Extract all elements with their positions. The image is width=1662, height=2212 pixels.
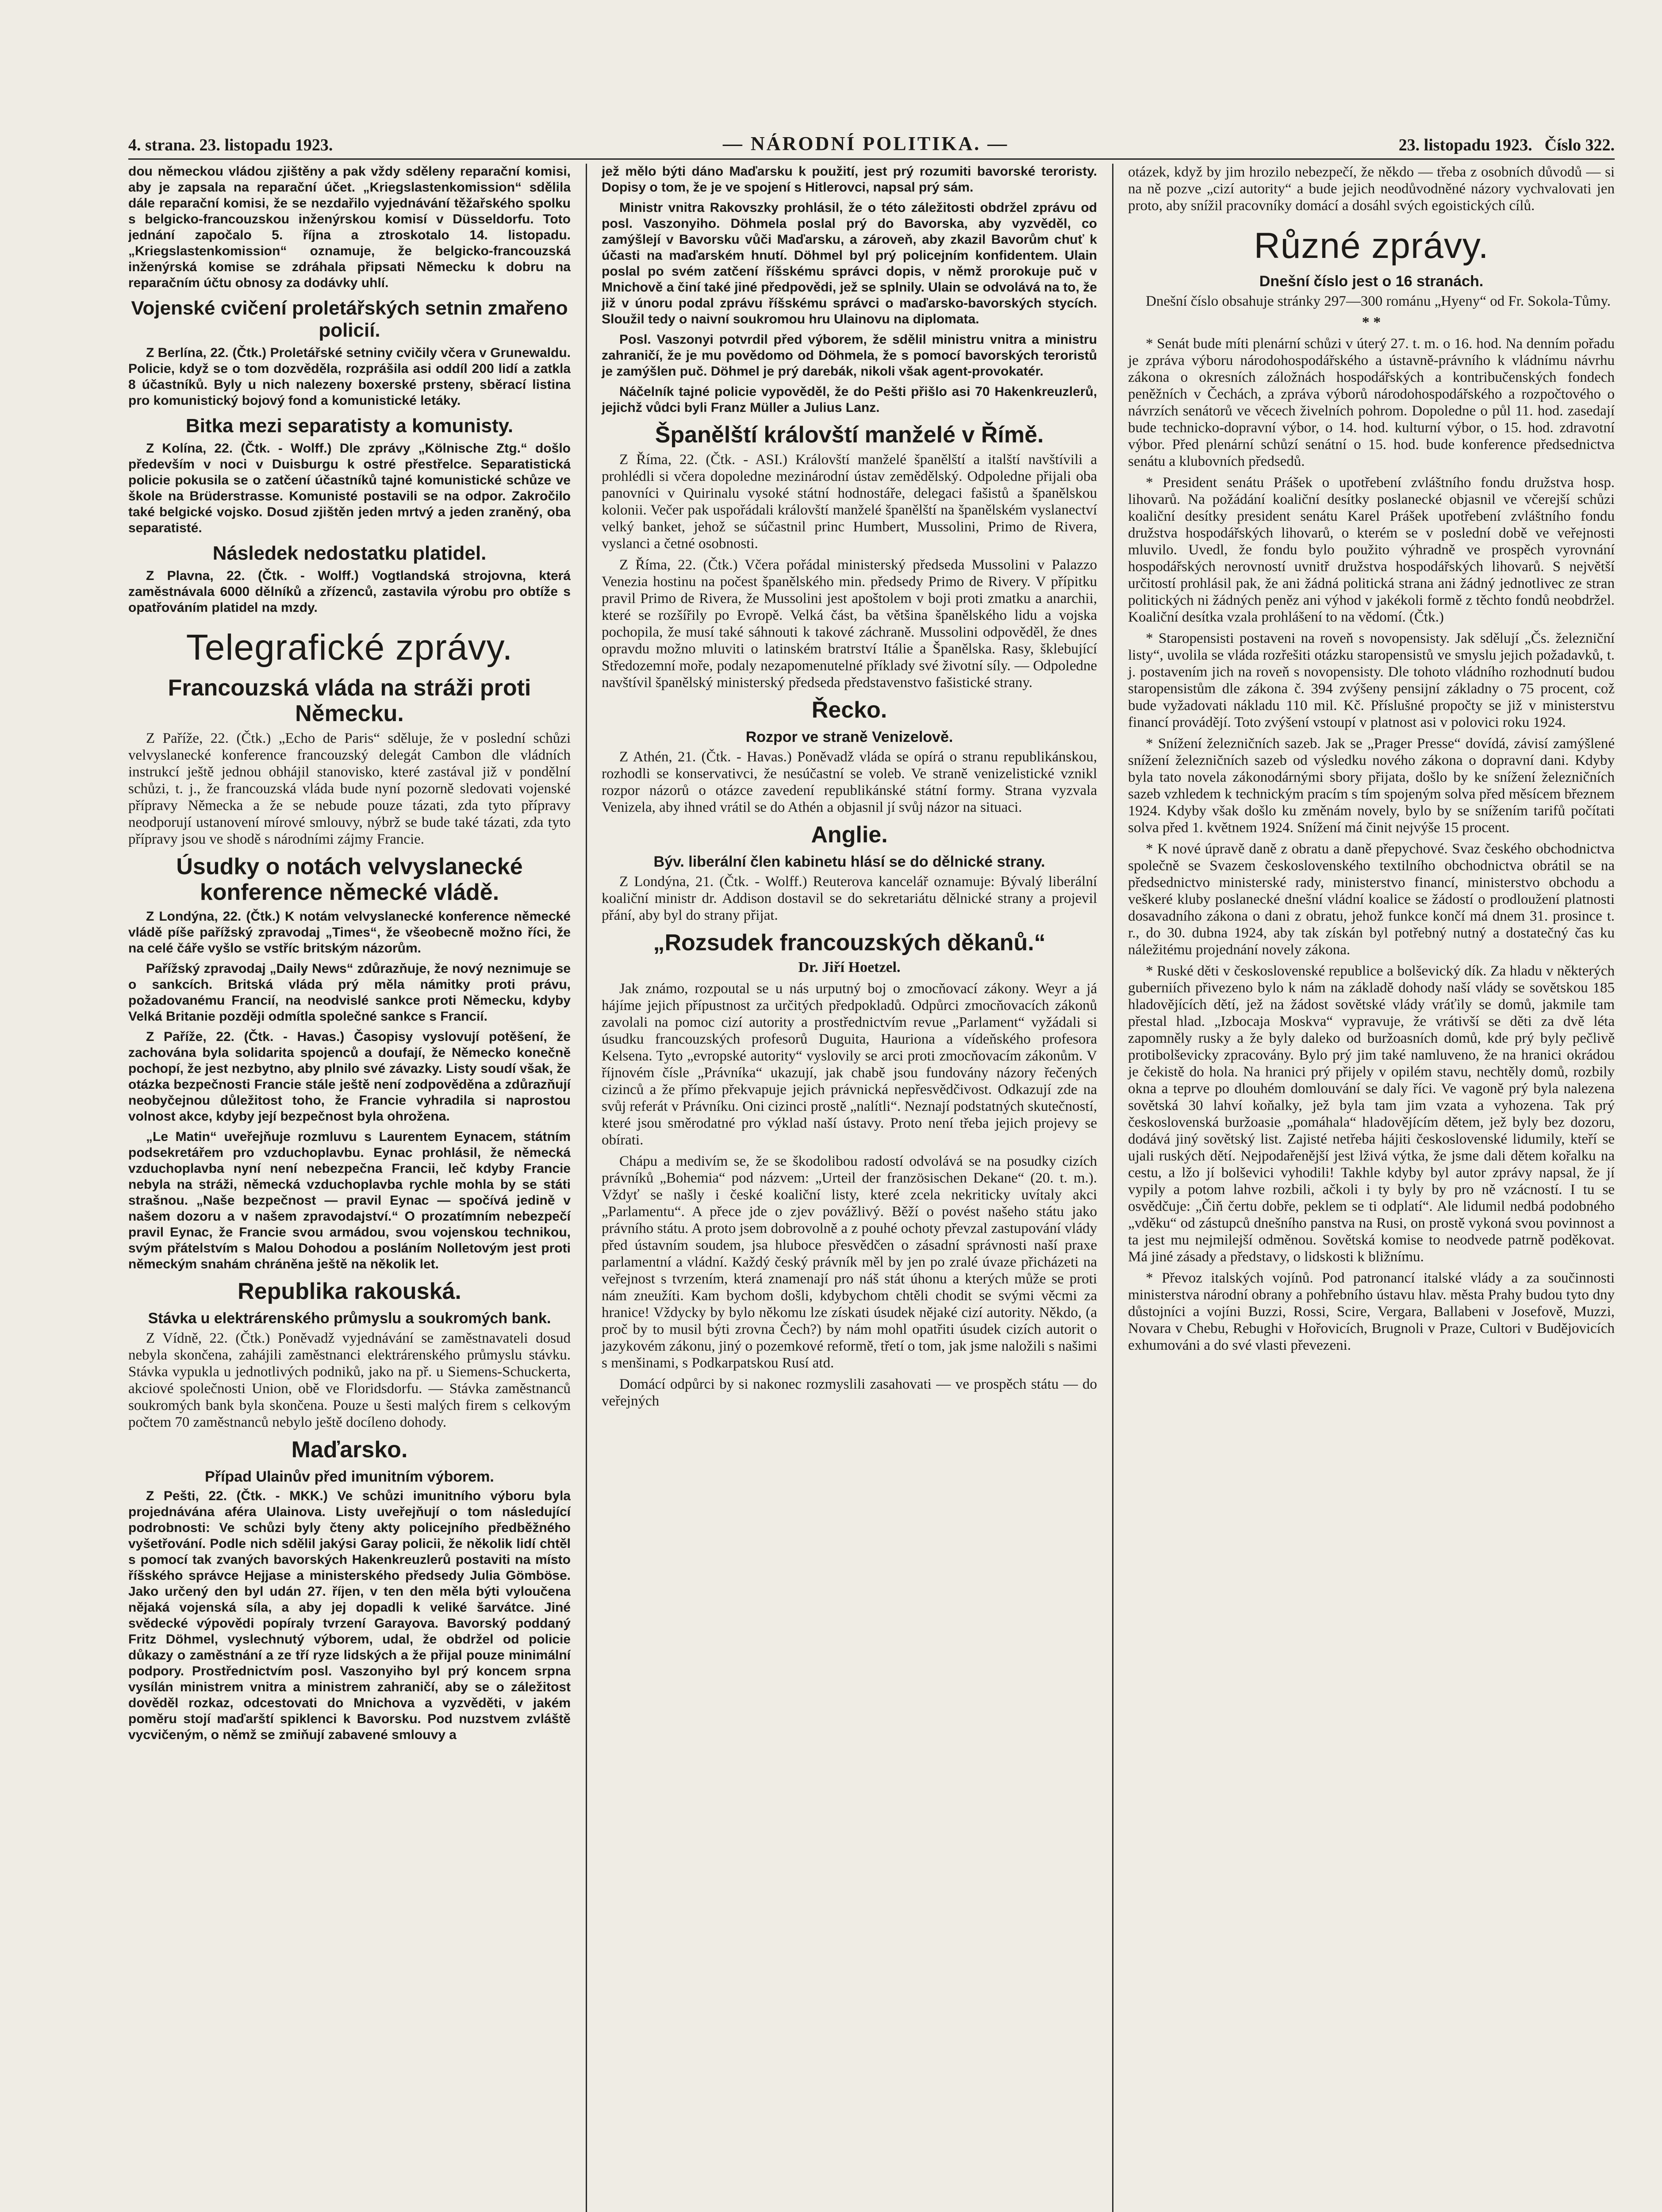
headline: „Rozsudek francouzských děkanů.“ [653,930,1046,956]
subheadline: Stávka u elektrárenského průmyslu a soukromých bank. [148,1310,551,1327]
separator-stars: * * [1362,314,1381,330]
article-text: * Převoz italských vojínů. Pod patronancí italské vlády a za součinnosti ministerstva národní obrany a pohřebního ústavu hlav. města Prahy budou tyto dny důstojníci a vojíni Buzzi, Rossi, Scire, Vergara, Ballabeni v Josefově, Muzzi, Novara v Chebu, Rebughi v Hořovicích, Brugnoli v Praze, Cultori v Budějovicích exhumováni a do své vlasti převezeni. [1128,1270,1615,1353]
article-text: Z Vídně, 22. (Čtk.) Poněvadž vyjednávání se zaměstnavateli dosud nebyla skončena, zahájili zaměstnanci elektrárenského průmyslu stávku. Stávka vypukla u jednotlivých podniků, jako na př. u Siemens-Schuckerta, akciové společnosti Union, obě ve Floridsdorfu. — Stávka zaměstnanců soukromých bank byla skončena. Pouze u šesti malých firem s celkovým počtem 70 zaměstnanců nebylo ještě docíleno dohody. [128,1330,571,1430]
section-title: Různé zprávy. [1254,226,1489,266]
newspaper-title: — NÁRODNÍ POLITIKA. — [722,133,1009,154]
article-text: „Le Matin“ uveřejňuje rozmluvu s Laurentem Eynacem, státním podsekretářem pro vzduchoplavbu. Eynac prohlásil, že německá vzduchoplavba nyní není nebezpečna Francii, leč kdyby Francie nebyla na stráži, německá vzduchoplavba rychle mohla by se státi strašnou. „Naše bezpečnost — pravil Eynac — spočívá jedině v našem dozoru a v našem zpravodajství.“ O prozatímním nebezpečí pravil Eynac, že Francie svou armádou, svou vojenskou technikou, svým přátelstvím s Malou Dohodou a posláním Nolletovým jest proti německým snahám chráněna ještě na několik let. [128,1129,571,1271]
article-text: Chápu a medivím se, že se škodolibou radostí odvolává se na posudky cizích právníků „Bohemia“ pod názvem: „Urteil der französischen Dekane“ (20. t. m.). Vždyť se našly i české koaliční listy, které zcela nekriticky uvítaly akci „Parlamentu“. A přece jde o zjev povážlivý. Běží o povést našeho státu jako právního státu. A proto jsem dobrovolně a z pouhé ochoty převzal zastupování vlády před ústavním soudem, jsa hluboce přesvědčen o zásadní správnosti naší praxe parlamentní a vládní. Každý český právník měl by jen po zralé úvaze přicházeti na veřejnost s tvrzením, která znamenají pro náš stát úhonu a kterých může se proti nám zneužíti. Kam bychom došli, kdybychom chtěli chodit se svými věcmi za hranice! Vždycky by bylo někomu lze získati úsudek nějaké cizí autority. Někdo, (a proč by to musil býti zrovna Čech?) by nám mohl opatřiti úsudek cizích autorit o jazykovém zákonu, jiný o pozemkové reformě, třetí o tom, jak jsme naložili s našimi s menšinami, s Podkarpatskou Rusí atd. [602,1153,1097,1371]
article-text: Z Athén, 21. (Čtk. - Havas.) Poněvadž vláda se opírá o stranu republikánskou, rozhodli se konservativci, že nesúčastní se voleb. Ve straně venizelistické vznikl rozpor názorů o otázce zavedení republikánské státní formy. Strana vyzvala Venizela, aby ihned vrátil se do Athén a objasnil jí svůj názor na situaci. [602,749,1097,815]
headline: Maďarsko. [291,1437,408,1463]
subheadline: Rozpor ve straně Venizelově. [745,729,953,745]
masthead [128,128,1615,155]
page-number-date: 4. strana. 23. listopadu 1923. [128,136,333,154]
headline: Bitka mezi separatisty a komunisty. [185,415,514,437]
headline: Řecko. [811,697,887,723]
article-text: Pařížský zpravodaj „Daily News“ zdůrazňuje, že nový neznimuje se o sankcích. Britská vláda prý měla námitky proti právu, požadovanému Francií, na neodvislé sankce proti Německu, kdyby Velká Britanie později odmítla společné sankce s Francií. [128,961,571,1024]
article-text: Z Londýna, 21. (Čtk. - Wolff.) Reuterova kancelář oznamuje: Bývalý liberální koaliční ministr dr. Addison dostavil se do sekretariátu dělnické strany a projevil přání, aby byl do strany přijat. [602,874,1097,923]
section-title: Telegrafické zprávy. [186,627,513,668]
article-text: Z Paříže, 22. (Čtk. - Havas.) Časopisy vyslovují potěšení, že zachována byla solidarita spojenců a doufají, že Německo konečně pochopí, že jest nezbytno, aby plnilo své závazky. Listy soudí však, že otázka bezpečnosti Francie stále ještě není zodpověděna a zdůrazňují neobyčejnou důležitost toho, že Francie vyhradila si naprostou volnost akce, kdyby její bezpečnost byla ohrožena. [128,1029,571,1124]
notice-text: Dnešní číslo obsahuje stránky 297—300 románu „Hyeny“ od Fr. Sokola-Tůmy. [1146,293,1611,309]
article-text: Z Říma, 22. (Čtk. - ASI.) Královští manželé španělští a italští navštívili a prohlédli si včera dopoledne mezinárodní ústav zemědělský. Odpoledne přijali oba panovníci v Quirinalu vysoké státní hodnostáře, delegaci fašistů a španělskou kolonii. Večer pak uspořádali královští manželé španělští na španělském vyslanectví velký banket, jehož se súčastnil princ Humbert, Mussolini, Primo de Rivera, vyslanci a četné osobnosti. [602,452,1097,552]
article-text: Z Paříže, 22. (Čtk.) „Echo de Paris“ sděluje, že v poslední schůzi velvyslanecké konference francouzský delegát Cambon dle vládních instrukcí ještě jednou obhájil stanovisko, které zastával již v pondělní schůzi, t. j., že francouzská vláda bude nyní pozorně sledovati vojenské přípravy Německa a že se nebude pouze tázati, zda tyto přípravy neodporují ustanovení mírové smlouvy, nýbrž se bude také tázati, zda tyto přípravy jsou ve shodě s národními zájmy Francie. [128,730,571,847]
article-text: * President senátu Prášek o upotřebení zvláštního fondu družstva hosp. lihovarů. Na požádání koaliční desítky poslanecké objasnil ve včerejší schůzi koaliční desítky president senátu Karel Prášek upotřebení zvláštního fondu družstva hospodářských lihovarů, o kterém se v poslední době ve veřejnosti mluvilo. Uvedl, že fondu bylo použito výhradně ve prospěch vyrovnání hospodářských nerovností uvnitř družstva hospodářských lihovarů. S největší určitostí prohlásil pak, že ani žádná politická strana ani žádný jednotlivec ze stran politických ni žádných peněz ani výhod v jakékoli formě z těchto fondů neobdržel. Koaliční desítka vzala prohlášení to na vědomí. (Čtk.) [1128,475,1615,625]
column-1 [128,164,571,2212]
author-byline: Dr. Jiří Hoetzel. [798,959,901,975]
article-text: Z Kolína, 22. (Čtk. - Wolff.) Dle zprávy „Kölnische Ztg.“ došlo především v noci v Duisburgu k ostré přestřelce. Separatistická policie pokusila se o zatčení účastníků tajné komunistické schůze ve škole na Brüderstrasse. Komunisté postavili se na odpor. Zakročilo také belgické vojsko. Dosud zjištěn jeden mrtvý a jeden zraněný, oba separatisté. [128,441,571,535]
notice: Dnešní číslo jest o 16 stranách. [1259,273,1484,290]
article-text: Domácí odpůrci by si nakonec rozmyslili zasahovati — ve prospěch státu — do veřejných [602,1376,1097,1409]
article-text: * Staropensisti postaveni na roveň s novopensisty. Jak sdělují „Čs. železniční listy“, uvolila se vláda rozřešiti otázku staropensistů ve smyslu jejich požadavků, t. j. postavením jich na roveň s novopensisty. Dle tohoto vládního rozhodnutí budou staropensistům dle zákona č. 394 zvýšeny pensijní základny o 75 procent, což bude vyžadovati nákladu 110 mil. Kč. Příslušné propočty se již v ministerstvu financí provádějí. Toto zvýšení vstoupí v platnost asi v polovici roku 1924. [1128,630,1615,730]
article-text: Ministr vnitra Rakovszky prohlásil, že o této záležitosti obdržel zprávu od posl. Vaszonyiho. Döhmela poslal prý do Bavorska, aby vyzvěděl, co zamýšlejí v Bavorsku vůči Maďarsku, a zároveň, aby zkazil Bavorům chuť k účasti na maďarském hnutí. Döhmel byl prý policejním konfidentem. Ulain poslal po svém zatčení říšskému správci dopis, v němž prorokuje puč v Mnichově a činí také jiné předpovědi, jež se splnily. Ulain se odvolává na to, že již v únoru podal zprávu říšskému správci o maďarsko-bavorských stycích. Sloužil tedy o naivní soukromou hru Ulainovu na diplomata. [602,200,1097,326]
article-text: Z Berlína, 22. (Čtk.) Proletářské setniny cvičily včera v Grunewaldu. Policie, když se o tom dozvěděla, rozprášila asi oddíl 200 lidí a zatkla 8 účastníků. Byly u nich nalezeny boxerské prsteny, sběrací listina pro komunistický bojový fond a komunistické letáky. [128,346,571,408]
article-text: * Senát bude míti plenární schůzi v úterý 27. t. m. o 16. hod. Na denním pořadu je zpráva výboru národohospodářského a ústavně-právního k vládnímu návrhu zákona o okresních záložnách hospodářských a kontribučenských fondech peněžních v Čechách, a zpráva výborů národohospodářského a rozpočtového o návrzích senátorů ve věcech živelních pohrom. Dopoledne o půl 11. hod. zasedají bude technicko-dopravní výbor, o 14. hod. kulturní výbor, o 15. hod. zdravotní výbor. Před plenární schůzí senátní o 15. hod. bude konference předsednictva senátu a klubovních předsedů. [1128,336,1615,469]
article-text: otázek, když by jim hrozilo nebezpečí, že někdo — třeba z osobních důvodů — si na ně pozve „cizí autority“ a bude jejich neodůvodněné názory vychvalovati jen proto, aby snížil pracovníky domácí a dosáhl svých egoistických cílů. [1128,164,1615,214]
article-text: Z Plavna, 22. (Čtk. - Wolff.) Vogtlandská strojovna, která zaměstnávala 6000 dělníků a zřízenců, zastavila výrobu pro obtíže s opatřováním platidel na mzdy. [128,568,571,615]
article-text: Náčelník tajné policie vypověděl, že do Pešti přišlo asi 70 Hakenkreuzlerů, jejichž vůdci byli Franz Müller a Julius Lanz. [602,384,1097,415]
headline: Francouzská vláda na stráži proti Německu. [168,675,531,726]
article-text: Z Londýna, 22. (Čtk.) K notám velvyslanecké konference německé vládě píše pařížský zpravodaj „Times“, že všeobecně možno říci, že na celé čáře vyšlo se vstříc britským názorům. [128,909,571,956]
article-text: Z Pešti, 22. (Čtk. - MKK.) Ve schůzi imunitního výboru byla projednávána aféra Ulainova. Listy uveřejňují o tom následující podrobnosti: Ve schůzi byly čteny akty policejního předběžného vyšetřování. Podle nich sdělil jakýsi Garay policii, že několik lidí chtěl s pomocí tak zvaných bavorských Hakenkreuzlerů postaviti na místo říšského správce Hejjase a ministerského předsedy Julia Gömböse. Jako určený den byl udán 27. říjen, v ten den měla býti vyloučena nějaká vojenská síla, a aby jej dopadli k veliké šarvátce. Jiné svědecké výpovědi popíraly tvrzení Garayova. Bavorský poddaný Fritz Döhmel, vyslechnutý výborem, udal, že obdržel od policie důkazy o zaměstnání a ze tří ryze lidských a že přijal pouze minimální podpory. Prostřednictvím posl. Vaszonyiho byl prý koncem srpna vysílán ministrem vnitra a ministrem zahraničí, aby se o záležitost dověděl rozkaz, odcestovati do Mnichova a vyzvěděti, v jakém poměru stojí maďarští spiklenci k Bavorsku. Pod nuzstvem zvláště vycvičeným, o němž se zmiňují zabavené smlouvy a [128,1489,571,1742]
article-text: * Ruské děti v československé republice a bolševický dík. Za hladu v některých guberniích přivezeno bylo k nám na základě dohody naší vlády se sovětskou 185 hladovějících dětí, jež na žádost sovětské vlády vráťily se domů, jakmile tam přestal hlad. „Izbocaja Moskva“ vypravuje, že vrátivší se děti za dvě léta zapomněly rusky a že byly daleko od buržoasních domů, kde prý byly pečlivě protibolševicky zpracovány. Bylo prý jim také namluveno, že na hranici okrádou je čekistě do hola. Na hranici prý přijely v opilém stavu, nechtěly domů, rozbily okna a teprve po dlouhém domlouvání se daly říci. Ve vagoně prý byla nalezena sovětská 30 lahví koňalky, jež byla tam jim vzata a vyhozena. Tak prý československá buržoasie „pomáhala“ hladovějícím dětem, jež byly bez dozoru, dodává jiný sovětský list. Zajisté netřeba hájiti československé lidumily, kteří se ujali ruských dětí. Nejpodařenější jest lživá výtka, že jsme dali dětem kořalku na cestu, a lžo jí bolševici vyhodili! Takhle kdyby byl autor zprávy napsal, že jí vypily a potom lahve rozbili, ačkoli i ty byly by pro ně vzácností. I tu se osvědčuje: „Čiň čertu dobře, peklem se ti odplatí“. Ale lidumil nedbá podobného „vděku“ od zástupců dnešního panstva na Rusi, on prostě vykoná svou povinnost a ta jest mu nejmilejší odměnou. Sovětská komise to neodvede patrně poděkovat. Má jiné zásady a představy, o lidskosti k bližnímu. [1128,963,1615,1265]
article-text: jež mělo býti dáno Maďarsku k použití, jest prý rozumiti bavorské teroristy. Dopisy o tom, že je ve spojení s Hitlerovci, napsal prý sám. [602,164,1097,195]
subheadline: Případ Ulainův před imunitním výborem. [205,1468,494,1485]
headline: Republika rakouská. [238,1279,461,1304]
article-text: Jak známo, rozpoutal se u nás urputný boj o zmocňovací zákony. Weyr a já hájíme jejich přípustnost za určitých předpokladů. Odpůrci zmocňovacích zákonů zavolali na pomoc cizí autority a prostřednictvím revue „Parlament“ vyžádali si úsudku francouzských profesorů Duguita, Hauriona a vídeňského profesora Kelsena. Tyto „evropské autority“ vyslovily se arci proti zmocňovacím zákonům. V říjnovém čísle „Právníka“ ukazují, jak chabě jsou fundovány názory řečených cizinců a že přímo překvapuje jejich právnická nepřesvědčivost. Odkazují zde na svůj referát v Právníku. Oni cizinci prostě „nalítli“. Neznají podstatných skutečností, které jsou směrodatné pro výklad naší ústavy. Proto není třeba jejich projevy se obírati. [602,981,1097,1148]
article-text: * Snížení železničních sazeb. Jak se „Prager Presse“ dovídá, závisí zamýšlené snížení železničních sazeb od výsledku nového zákona o dopravní dani. Kdyby byla tato novela zákonodárnými sbory přijata, došlo by ke snížení železničních sazeb vzhledem k technickým pracím s tím spojeným solva před měsícem březnem 1924. Kdyby však došlo ku změnám novely, bylo by se snížením tarifů počítati solva před 1. květnem 1924. Snížení má činit nejvýše 15 procent. [1128,736,1615,836]
headline: Následek nedostatku platidel. [212,542,487,564]
headline: Vojenské cvičení proletářských setnin zmařeno policií. [131,297,568,341]
headline: Úsudky o notách velvyslanecké konference německé vládě. [176,854,523,905]
issue-date: 23. listopadu 1923. [1398,136,1532,154]
subheadline: Býv. liberální člen kabinetu hlásí se do dělnické strany. [653,853,1045,870]
header-rule [128,158,1615,160]
article-text: dou německou vládou zjištěny a pak vždy sděleny reparační komisi, aby je zapsala na reparační účet. „Kriegslastenkomission“ sdělila dále reparační komisi, že se nezdařilo vyjednávání těžařského spolku s belgicko-francouzskou inženýrskou komisí v Düsseldorfu. Toto jednání započalo 5. října a ztroskotalo 14. listopadu. „Kriegslastenkomission“ oznamuje, že belgicko-francouzská inženýrská komise se zdráhala připsati Německu k dobru na reparačním účtu obnosy za dodávky uhlí. [128,164,571,290]
article-text: * K nové úpravě daně z obratu a daně přepychové. Svaz českého obchodnictva společně se Svazem československého textilního obchodnictva obrátil se na předsednictvo ministerské rady, ministerstvo financí, ministerstvo obchodu a veškeré kluby poslanecké dnešní vládní koalice se žádostí o prodloužení platnosti dosavadního zákona o dani z obratu, jehož funkce končí má dnem 31. prosince t. r., do 30. dubna 1924, aby tak získán byl potřebný nutný a dostatečný čas ku náležitému projednání novely zákona. [1128,841,1615,958]
columns [128,164,1615,2212]
issue-number: Číslo 322. [1544,136,1615,154]
article-text: Posl. Vaszonyi potvrdil před výborem, že sdělil ministru vnitra a ministru zahraničí, že je mu povědomo od Döhmela, že s pomocí bavorských teroristů je zamýšlen puč. Döhmel je prý darebák, nikoli však agent-provokatér. [602,332,1097,379]
headline: Španělští královští manželé v Římě. [655,422,1044,448]
article-text: Z Říma, 22. (Čtk.) Včera pořádal ministerský předseda Mussolini v Palazzo Venezia hostinu na počest španělského min. předsedy Primo de Rivery. V přípitku pravil Primo de Rivera, že Mussolini jest apoštolem v boji proti zmatku a anarchii, které se rozšířily po Evropě. Velká část, ba většina španělského lidu a vojska pochopila, že musí také sáhnouti k takové záchraně. Mussolini odpověděl, že dnes opravdu možno mluviti o latinském bratrství Itálie a Španělska. Rasy, šklebující Středozemní moře, podaly nezapomenutelné příklady své životní síly. — Odpoledne navštívil španělský ministerský předseda představenstvo fašistické strany. [602,557,1097,691]
column-2 [602,164,1097,2212]
column-3 [1128,164,1615,2212]
headline: Anglie. [811,822,888,848]
masthead-right [1399,135,1615,155]
